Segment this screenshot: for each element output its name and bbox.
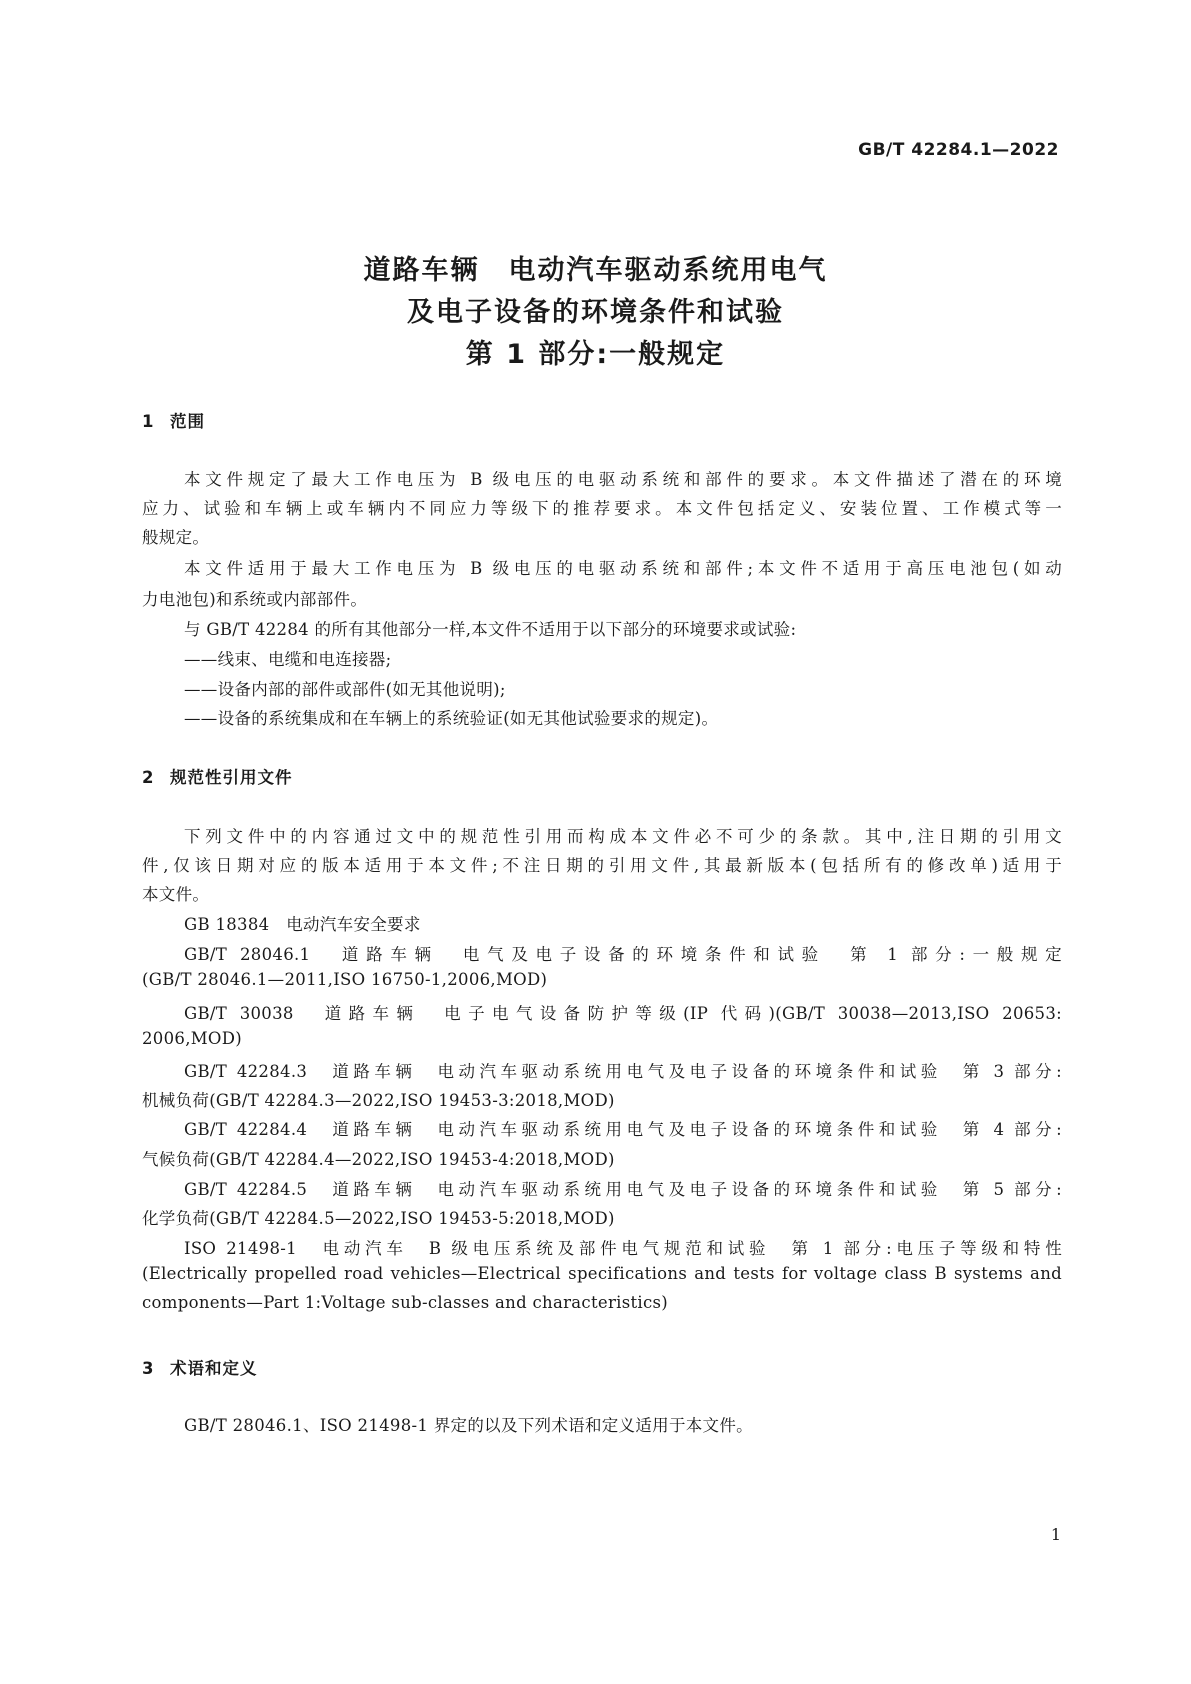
document-title-line-1: 道路车辆 电动汽车驱动系统用电气: [363, 255, 828, 286]
reference-entry-continued: (GB/T 28046.1—2011,ISO 16750-1,2006,MOD): [142, 970, 548, 989]
paragraph-line: 与 GB/T 42284 的所有其他部分一样,本文件不适用于以下部分的环境要求或试验:: [184, 620, 797, 639]
reference-entry-continued: 气候负荷(GB/T 42284.4—2022,ISO 19453-4:2018,MOD): [142, 1150, 615, 1169]
list-item: ——设备内部的部件或部件(如无其他说明);: [184, 680, 506, 699]
reference-entry: GB 18384 电动汽车安全要求: [184, 915, 421, 934]
section-2-heading: [142, 764, 293, 788]
section-title: 术语和定义: [170, 1359, 258, 1378]
reference-entry-continued: components—Part 1:Voltage sub-classes and characteristics): [142, 1293, 669, 1312]
reference-entry: GB/T 42284.5 道路车辆 电动汽车驱动系统用电气及电子设备的环境条件和试验 第 5 部分:: [184, 1180, 1062, 1199]
section-3-heading: [142, 1355, 258, 1379]
paragraph-line: 本文件适用于最大工作电压为 B 级电压的电驱动系统和部件;本文件不适用于高压电池包(如动: [184, 559, 1062, 578]
paragraph-line: 下列文件中的内容通过文中的规范性引用而构成本文件必不可少的条款。其中,注日期的引用文: [184, 827, 1062, 846]
reference-entry-continued: 机械负荷(GB/T 42284.3—2022,ISO 19453-3:2018,MOD): [142, 1091, 615, 1110]
standard-number: GB/T 42284.1—2022: [858, 140, 1059, 160]
section-1-heading: [142, 408, 205, 432]
section-title: 规范性引用文件: [170, 768, 293, 787]
section-number: 2: [142, 768, 155, 787]
page-number: 1: [1050, 1525, 1061, 1544]
document-title-line-2: 及电子设备的环境条件和试验: [407, 297, 784, 328]
paragraph-line: 力电池包)和系统或内部部件。: [142, 590, 368, 609]
paragraph-line: 本文件。: [142, 885, 210, 904]
reference-entry: GB/T 30038 道路车辆 电子电气设备防护等级(IP 代码)(GB/T 30038—2013,ISO 20653:: [184, 1004, 1062, 1023]
reference-entry-continued: 2006,MOD): [142, 1029, 243, 1048]
section-number: 1: [142, 412, 155, 431]
paragraph-line: 应力、试验和车辆上或车辆内不同应力等级下的推荐要求。本文件包括定义、安装位置、工作模式等一: [142, 499, 1062, 518]
reference-entry: ISO 21498-1 电动汽车 B 级电压系统及部件电气规范和试验 第 1 部分:电压子等级和特性: [184, 1239, 1062, 1258]
paragraph-line: GB/T 28046.1、ISO 21498-1 界定的以及下列术语和定义适用于本文件。: [184, 1416, 753, 1435]
reference-entry: GB/T 42284.4 道路车辆 电动汽车驱动系统用电气及电子设备的环境条件和试验 第 4 部分:: [184, 1120, 1062, 1139]
paragraph-line: 般规定。: [142, 528, 210, 547]
list-item: ——线束、电缆和电连接器;: [184, 650, 392, 669]
list-item: ——设备的系统集成和在车辆上的系统验证(如无其他试验要求的规定)。: [184, 709, 719, 728]
reference-entry-continued: (Electrically propelled road vehicles—Electrical specifications and tests for voltage class B systems and: [142, 1264, 1062, 1283]
reference-entry: GB/T 28046.1 道路车辆 电气及电子设备的环境条件和试验 第 1 部分:一般规定: [184, 945, 1062, 964]
reference-entry-continued: 化学负荷(GB/T 42284.5—2022,ISO 19453-5:2018,MOD): [142, 1209, 615, 1228]
section-title: 范围: [170, 412, 205, 431]
section-number: 3: [142, 1359, 155, 1378]
paragraph-line: 本文件规定了最大工作电压为 B 级电压的电驱动系统和部件的要求。本文件描述了潜在的环境: [184, 470, 1062, 489]
reference-entry: GB/T 42284.3 道路车辆 电动汽车驱动系统用电气及电子设备的环境条件和试验 第 3 部分:: [184, 1062, 1062, 1081]
document-title-line-3: 第 1 部分:一般规定: [465, 339, 726, 370]
paragraph-line: 件,仅该日期对应的版本适用于本文件;不注日期的引用文件,其最新版本(包括所有的修改单)适用于: [142, 856, 1062, 875]
